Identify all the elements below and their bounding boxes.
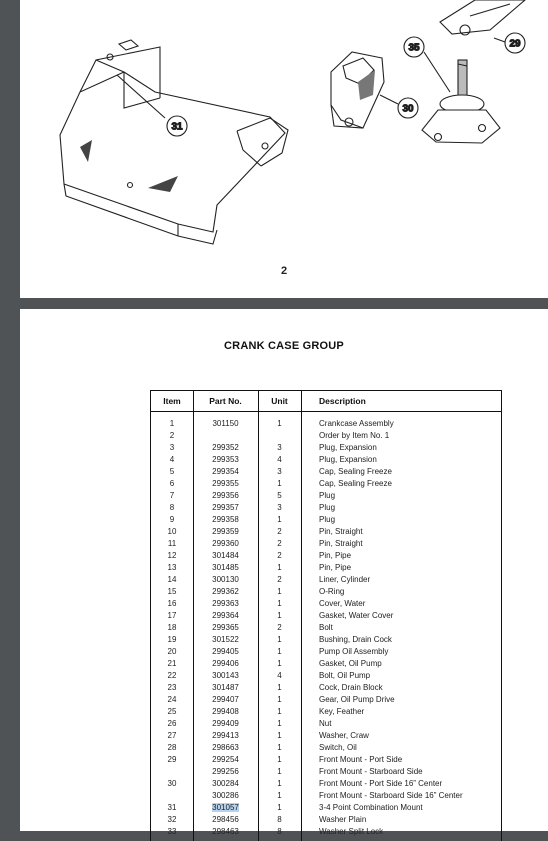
cell-part-no: 301484 (212, 551, 239, 560)
cell-description: Plug (319, 515, 336, 524)
table-row (151, 526, 501, 538)
cell-unit: 1 (277, 743, 282, 752)
cell-description: Front Mount - Port Side (319, 755, 403, 764)
cell-unit: 1 (277, 791, 282, 800)
cell-part-no: 300286 (212, 791, 239, 800)
table-row (151, 802, 501, 814)
table-row (151, 610, 501, 622)
cell-item: 13 (167, 563, 177, 572)
cell-unit: 4 (277, 455, 282, 464)
cell-item: 7 (169, 491, 175, 500)
cell-part-no: 299408 (212, 707, 239, 716)
cell-unit: 8 (277, 815, 282, 824)
table-row (151, 670, 501, 682)
cell-part-no: 298456 (212, 815, 239, 824)
cell-item: 4 (169, 455, 175, 464)
cell-unit: 1 (277, 767, 282, 776)
engine-bracket-drawing (60, 40, 288, 244)
cell-part-no (193, 802, 258, 814)
cell-unit: 1 (277, 479, 282, 488)
cell-item: 1 (169, 419, 175, 428)
table-row (151, 538, 501, 550)
table-row (151, 562, 501, 574)
cell-unit: 1 (277, 731, 282, 740)
table-row (151, 742, 501, 754)
section-title: CRANK CASE GROUP (224, 340, 344, 352)
cell-unit: 2 (277, 539, 282, 548)
parts-drawing (20, 0, 548, 298)
cell-unit: 1 (277, 683, 282, 692)
cell-item: 2 (169, 431, 175, 440)
cell-part-no: 299413 (212, 731, 239, 740)
table-row (151, 466, 501, 478)
cell-description: Switch, Oil (319, 743, 357, 752)
cell-part-no: 299359 (212, 527, 239, 536)
cell-part-no: 299256 (212, 767, 239, 776)
cell-item: 20 (167, 647, 177, 656)
cell-unit: 3 (277, 443, 282, 452)
cell-item: 15 (167, 587, 177, 596)
cell-part-no: 301485 (212, 563, 239, 572)
cell-unit: 1 (277, 599, 282, 608)
cell-item: 3 (169, 443, 175, 452)
header-unit: Unit (271, 396, 288, 406)
cell-description: Pin, Straight (319, 527, 363, 536)
cell-item: 6 (169, 479, 175, 488)
cell-description: Liner, Cylinder (319, 575, 371, 584)
document-page-bottom (20, 309, 548, 836)
cell-description: Crankcase Assembly (319, 419, 394, 428)
cell-item: 11 (167, 539, 177, 548)
cell-description: Gear, Oil Pump Drive (319, 695, 395, 704)
cell-item: 33 (167, 827, 177, 836)
cell-description: Cap, Sealing Freeze (319, 467, 392, 476)
table-row (151, 598, 501, 610)
cell-item: 18 (167, 623, 177, 632)
cell-part-no: 299254 (212, 755, 239, 764)
cell-description: Plug (319, 503, 336, 512)
callout-30: 30 (402, 103, 414, 115)
cell-description: Cap, Sealing Freeze (319, 479, 392, 488)
cell-unit: 3 (277, 467, 282, 476)
table-row (151, 550, 501, 562)
cell-unit: 2 (277, 623, 282, 632)
cell-item: 32 (167, 815, 177, 824)
cell-unit: 1 (277, 611, 282, 620)
cell-part-no: 300130 (212, 575, 239, 584)
cell-unit: 1 (277, 515, 282, 524)
table-body (151, 418, 501, 838)
table-row (151, 682, 501, 694)
cell-part-no: 299407 (212, 695, 239, 704)
selected-text-highlight[interactable]: 301057 (212, 803, 239, 812)
table-row (151, 778, 501, 790)
cell-item: 29 (167, 755, 177, 764)
cell-unit: 3 (277, 503, 282, 512)
cell-unit: 1 (277, 755, 282, 764)
cell-item: 31 (167, 803, 177, 812)
cell-unit: 1 (277, 707, 282, 716)
cell-description: Pin, Pipe (319, 551, 352, 560)
cell-part-no: 299363 (212, 599, 239, 608)
front-mount-drawing (404, 0, 525, 143)
table-row (151, 574, 501, 586)
cell-item: 22 (167, 671, 177, 680)
callout-35: 35 (408, 42, 420, 54)
cell-item: 14 (167, 575, 177, 584)
callout-31: 31 (171, 121, 183, 133)
cell-description: 3-4 Point Combination Mount (319, 803, 423, 812)
cell-part-no: 301150 (212, 419, 239, 428)
cell-unit: 2 (277, 527, 282, 536)
cell-unit: 5 (277, 491, 282, 500)
table-row (151, 718, 501, 730)
cell-item: 8 (169, 503, 175, 512)
table-row (151, 730, 501, 742)
table-row (151, 442, 501, 454)
cell-part-no: 298463 (212, 827, 239, 836)
cell-part-no: 299352 (212, 443, 239, 452)
table-header (151, 391, 501, 412)
table-row (151, 622, 501, 634)
cell-unit: 1 (277, 803, 282, 812)
table-row (151, 826, 501, 838)
cell-description: Washer Plain (319, 815, 367, 824)
cell-part-no: 299362 (212, 587, 239, 596)
cell-unit: 1 (277, 659, 282, 668)
cell-part-no: 300143 (212, 671, 239, 680)
cell-item: 28 (167, 743, 177, 752)
cell-unit: 1 (277, 779, 282, 788)
cell-description: Gasket, Water Cover (319, 611, 394, 620)
cell-description: Pump Oil Assembly (319, 647, 389, 656)
cell-part-no: 299355 (212, 479, 239, 488)
table-row (151, 430, 501, 442)
cell-description: O-Ring (319, 587, 345, 596)
cell-item: 30 (167, 779, 177, 788)
cell-description: Washer, Craw (319, 731, 369, 740)
cell-part-no: 299356 (212, 491, 239, 500)
cell-part-no: 299409 (212, 719, 239, 728)
cell-unit: 1 (277, 419, 282, 428)
table-row (151, 634, 501, 646)
table-row (151, 502, 501, 514)
cell-description: Order by Item No. 1 (319, 431, 390, 440)
cell-item: 23 (167, 683, 177, 692)
table-row (151, 694, 501, 706)
cell-unit: 1 (277, 695, 282, 704)
cell-item: 16 (167, 599, 177, 608)
cell-description: Front Mount - Starboard Side (319, 767, 423, 776)
parts-table (150, 390, 502, 841)
cell-item: 9 (169, 515, 175, 524)
header-item: Item (163, 396, 181, 406)
table-row (151, 658, 501, 670)
cell-item: 10 (167, 527, 177, 536)
table-row (151, 490, 501, 502)
cell-unit: 1 (277, 647, 282, 656)
cell-unit: 1 (277, 719, 282, 728)
cell-part-no: 300284 (212, 779, 239, 788)
cell-description: Plug, Expansion (319, 443, 377, 452)
table-row (151, 790, 501, 802)
cell-description: Washer Split Lock (319, 827, 384, 836)
cell-unit: 1 (277, 635, 282, 644)
cell-item: 25 (167, 707, 177, 716)
cell-item: 27 (167, 731, 177, 740)
cell-description: Front Mount - Starboard Side 16” Center (319, 791, 463, 800)
header-description: Description (319, 396, 366, 406)
cell-description: Bushing, Drain Cock (319, 635, 392, 644)
callout-29: 29 (509, 38, 521, 50)
cell-part-no: 301522 (212, 635, 239, 644)
document-page-top (20, 0, 548, 298)
cell-item: 26 (167, 719, 177, 728)
header-part-no: Part No. (209, 396, 242, 406)
table-row (151, 814, 501, 826)
cell-description: Plug, Expansion (319, 455, 377, 464)
cell-description: Bolt, Oil Pump (319, 671, 371, 680)
cell-description: Front Mount - Port Side 16” Center (319, 779, 443, 788)
cell-part-no: 299365 (212, 623, 239, 632)
cell-item: 24 (167, 695, 177, 704)
cell-item: 19 (167, 635, 177, 644)
table-row (151, 754, 501, 766)
cell-description: Cover, Water (319, 599, 366, 608)
cell-item: 12 (167, 551, 177, 560)
cell-part-no: 299357 (212, 503, 239, 512)
cell-part-no: 301487 (212, 683, 239, 692)
cell-unit: 4 (277, 671, 282, 680)
cell-description: Nut (319, 719, 332, 728)
cell-item: 5 (169, 467, 175, 476)
table-row (151, 478, 501, 490)
cell-unit: 2 (277, 551, 282, 560)
cell-part-no: 299364 (212, 611, 239, 620)
table-row (151, 454, 501, 466)
cell-description: Key, Feather (319, 707, 365, 716)
cell-description: Cock, Drain Block (319, 683, 383, 692)
table-row (151, 646, 501, 658)
page-number: 2 (280, 265, 288, 277)
cell-description: Gasket, Oil Pump (319, 659, 382, 668)
cell-item: 21 (167, 659, 177, 668)
cell-description: Plug (319, 491, 336, 500)
cell-unit: 1 (277, 563, 282, 572)
table-row (151, 586, 501, 598)
cell-unit: 8 (277, 827, 282, 836)
cell-part-no: 299353 (212, 455, 239, 464)
cell-part-no: 298663 (212, 743, 239, 752)
cell-unit: 2 (277, 575, 282, 584)
cell-part-no: 299405 (212, 647, 239, 656)
cell-description: Bolt (319, 623, 333, 632)
cell-unit: 1 (277, 587, 282, 596)
mount-bracket-drawing (331, 52, 418, 128)
cell-description: Pin, Pipe (319, 563, 352, 572)
table-row (151, 514, 501, 526)
table-row (151, 706, 501, 718)
cell-item: 17 (167, 611, 177, 620)
table-row (151, 418, 501, 430)
cell-part-no: 299354 (212, 467, 239, 476)
cell-part-no: 299406 (212, 659, 239, 668)
cell-description: Pin, Straight (319, 539, 363, 548)
cell-part-no: 299358 (212, 515, 239, 524)
table-row (151, 766, 501, 778)
cell-part-no: 299360 (212, 539, 239, 548)
